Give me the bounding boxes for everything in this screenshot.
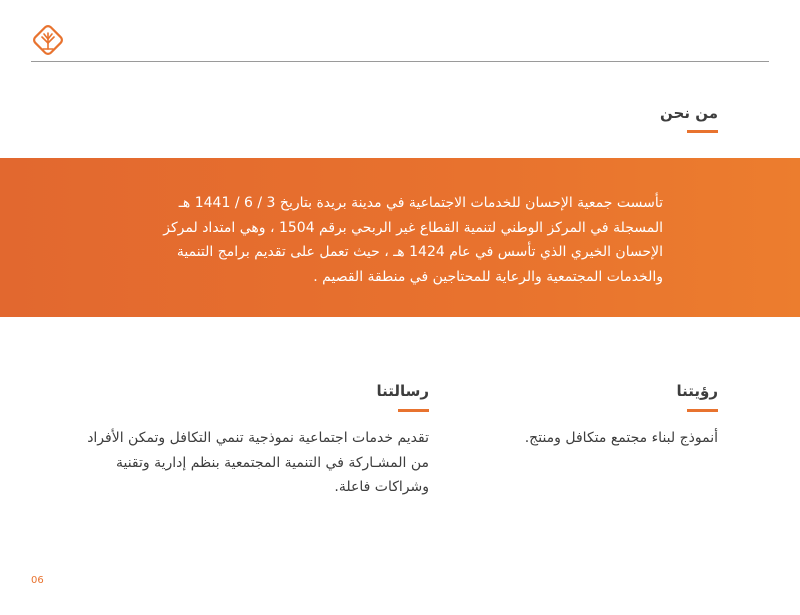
vision-title-underline [687,409,718,412]
mission-paragraph: تقديم خدمات اجتماعية نموذجية تنمي التكافل وتمكن الأفراد من المشـاركة في التنمية المجتمعية بنظم إدارية وتقنية وشراكات فاعلة. [87,430,429,495]
header-divider [31,61,769,62]
vision-title: رؤيتنا [676,382,718,400]
page-number: 06 [31,575,44,586]
mission-title: رسالتنا [376,382,429,400]
mission-title-underline [398,409,429,412]
about-title: من نحن [660,104,718,122]
tree-emblem-icon [29,21,67,59]
about-paragraph: تأسست جمعية الإحسان للخدمات الاجتماعية في مدينة بريدة بتاريخ 3 / 6 / 1441 هـ المسجلة في المركز الوطني لتنمية القطاع غير الربحي برقم 1504 ، وهي امتداد لمركز الإحسان الخيري الذي تأسس في عام 1424 هـ ، حيث تعمل على تقديم برامج التنمية والخدمات المجتمعية والرعاية للمحتاجين في منطقة القصيم . [163,195,663,285]
vision-paragraph: أنموذج لبناء مجتمع متكافل ومنتج. [524,430,718,446]
about-title-underline [687,130,718,133]
